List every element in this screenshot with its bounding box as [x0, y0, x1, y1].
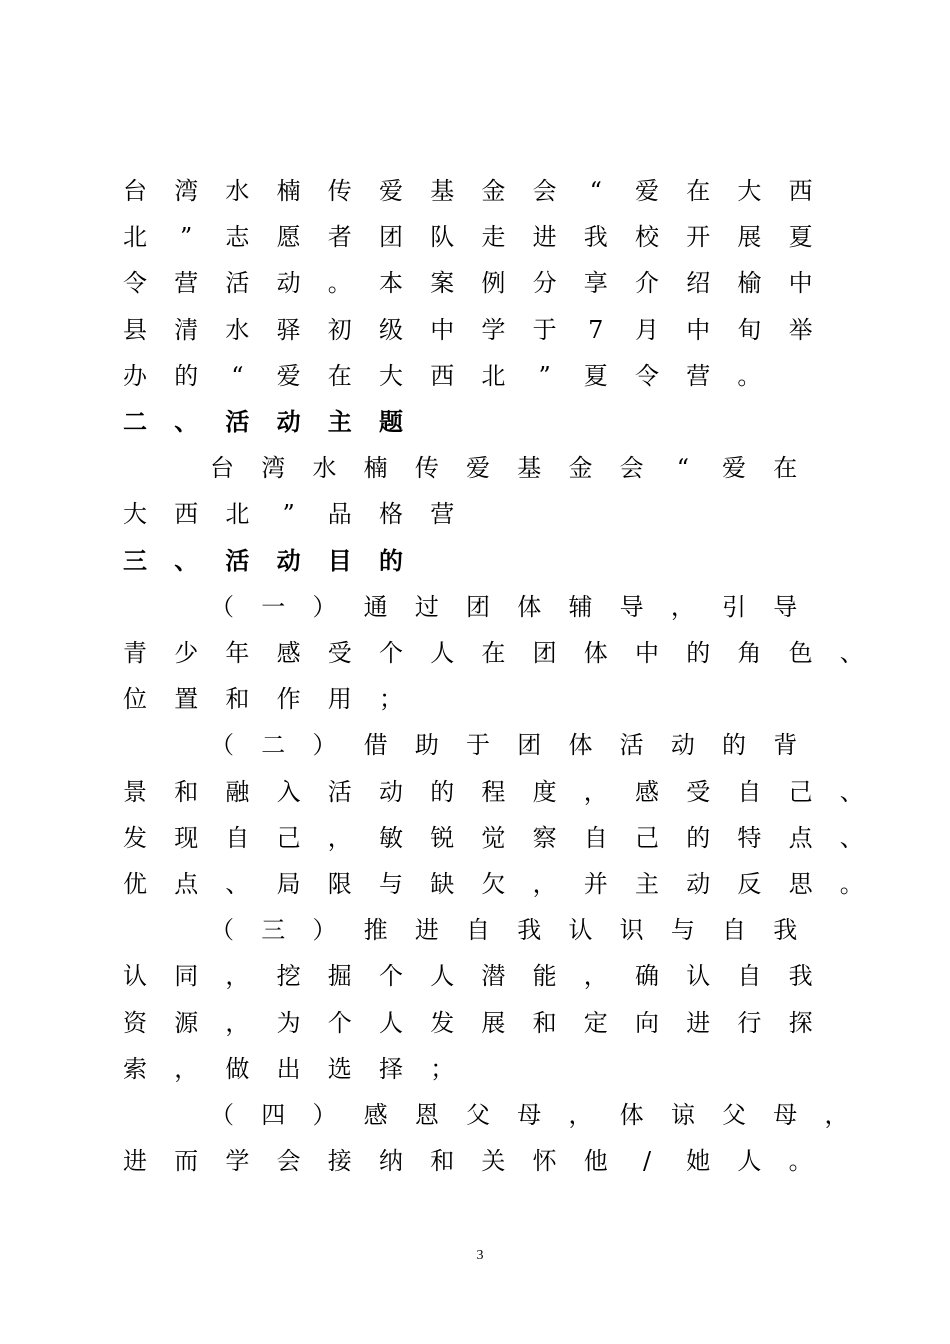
- paragraph-line: 认 同 ， 挖 掘 个 人 潜 能 ， 确 认 自 我: [123, 962, 813, 991]
- paragraph-line: 发 现 自 己 ， 敏 锐 觉 察 自 己 的 特 点 、: [123, 823, 864, 852]
- paragraph-line: 进 而 学 会 接 纳 和 关 怀 他 / 她 人 。: [123, 1147, 813, 1176]
- paragraph-line: 青 少 年 感 受 个 人 在 团 体 中 的 角 色 、: [123, 639, 864, 667]
- paragraph-line: 索 ， 做 出 选 择 ；: [123, 1054, 455, 1083]
- paragraph-line: 位 置 和 作 用 ；: [123, 685, 403, 714]
- paragraph-line: 台 湾 水 楠 传 爱 基 金 会 “ 爱 在 大 西: [123, 177, 813, 205]
- paragraph-line: 资 源 ， 为 个 人 发 展 和 定 向 进 行 探: [123, 1008, 813, 1037]
- paragraph-line: 办 的 “ 爱 在 大 西 北 ” 夏 令 营 。: [123, 361, 762, 390]
- paragraph-line: 北 ” 志 愿 者 团 队 走 进 我 校 开 展 夏: [123, 223, 813, 252]
- paragraph-line: （ 三 ） 推 进 自 我 认 识 与 自 我: [210, 916, 798, 945]
- paragraph-line: 景 和 融 入 活 动 的 程 度 ， 感 受 自 己 、: [123, 777, 864, 806]
- page-number: 3: [476, 1248, 484, 1263]
- paragraph-line: （ 一 ） 通 过 团 体 辅 导 ， 引 导: [210, 592, 798, 621]
- section-heading: 三 、 活 动 目 的: [123, 545, 403, 575]
- paragraph-line: （ 四 ） 感 恩 父 母 ， 体 谅 父 母 ，: [210, 1101, 849, 1129]
- paragraph-line: 优 点 、 局 限 与 缺 欠 ， 并 主 动 反 思 。: [123, 870, 864, 898]
- paragraph-line: 大 西 北 ” 品 格 营: [123, 500, 455, 529]
- paragraph-line: 县 清 水 驿 初 级 中 学 于 7 月 中 旬 举: [123, 315, 813, 344]
- paragraph-line: 令 营 活 动 。 本 案 例 分 享 介 绍 榆 中: [123, 269, 813, 298]
- section-heading: 二 、 活 动 主 题: [123, 407, 403, 436]
- paragraph-line: （ 二 ） 借 助 于 团 体 活 动 的 背: [210, 731, 798, 760]
- paragraph-line: 台 湾 水 楠 传 爱 基 金 会 “ 爱 在: [210, 454, 798, 483]
